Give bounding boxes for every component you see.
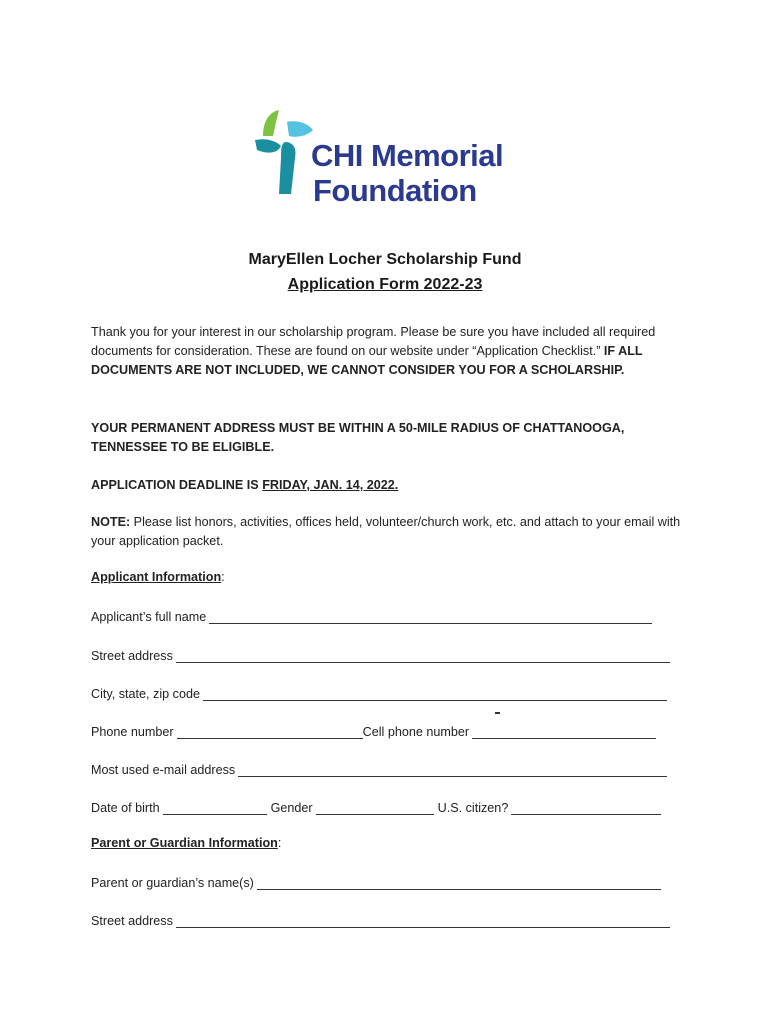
deadline-date: FRIDAY, JAN. 14, 2022. [262, 478, 399, 492]
dob-label: Date of birth [91, 801, 160, 815]
cell-label: Cell phone number [362, 725, 470, 739]
intro-paragraph [91, 323, 691, 380]
phone-label: Phone number [91, 725, 174, 739]
deadline-prefix: APPLICATION DEADLINE IS [91, 478, 263, 492]
dob-field[interactable] [163, 798, 267, 815]
intro-warning: IF ALL DOCUMENTS ARE NOT INCLUDED, WE CANNOT CONSIDER YOU FOR A SCHOLARSHIP. [91, 344, 643, 377]
guardian-section-heading [91, 836, 281, 850]
guardian-street-label: Street address [91, 914, 173, 928]
note-label: NOTE: [91, 515, 131, 529]
form-subtitle: Application Form 2022-23 [287, 276, 483, 293]
cross-logo-icon [255, 108, 315, 198]
applicant-heading: Applicant Information [91, 570, 222, 584]
email-field[interactable] [238, 760, 667, 777]
email-row [91, 759, 667, 777]
phone-field[interactable] [177, 722, 363, 739]
guardian-names-field[interactable] [257, 873, 661, 890]
street-field[interactable] [176, 646, 670, 663]
address-rule: YOUR PERMANENT ADDRESS MUST BE WITHIN A 50-MILE RADIUS OF CHATTANOOGA, TENNESSEE TO BE ELIGIBLE. [91, 421, 625, 454]
logo-text-line1: CHI Memorial [311, 138, 504, 173]
dob-row [91, 797, 661, 815]
full-name-label: Applicant’s full name [91, 610, 207, 624]
form-title: MaryEllen Locher Scholarship Fund [248, 251, 522, 268]
city-row [91, 683, 667, 701]
guardian-names-label: Parent or guardian’s name(s) [91, 876, 254, 890]
applicant-heading-colon: : [221, 570, 225, 584]
cell-field[interactable] [472, 722, 656, 739]
street-row [91, 645, 670, 663]
email-label: Most used e-mail address [91, 763, 236, 777]
citizen-label: U.S. citizen? [437, 801, 509, 815]
phone-row [91, 721, 656, 739]
note-paragraph [91, 513, 691, 551]
guardian-street-row [91, 910, 670, 928]
note-text: Please list honors, activities, offices held, volunteer/church work, etc. and attach to your email with your application packet. [91, 515, 681, 548]
logo-text-line2: Foundation [313, 173, 477, 208]
intro-text: Thank you for your interest in our scholarship program. Please be sure you have included all required documents for consideration. These are found on our website under “Application Checklist.” [91, 325, 656, 358]
deadline-paragraph [91, 476, 691, 495]
street-label: Street address [91, 649, 173, 663]
guardian-heading-colon: : [277, 836, 282, 850]
guardian-heading: Parent or Guardian Information [91, 836, 278, 850]
applicant-section-heading [91, 570, 225, 584]
full-name-row [91, 606, 652, 624]
guardian-names-row [91, 872, 661, 890]
chi-memorial-logo [255, 108, 525, 208]
guardian-street-field[interactable] [176, 911, 670, 928]
full-name-field[interactable] [209, 607, 652, 624]
gender-field[interactable] [316, 798, 434, 815]
gender-label: Gender [270, 801, 313, 815]
city-label: City, state, zip code [91, 687, 200, 701]
stray-dash-mark [495, 712, 500, 714]
citizen-field[interactable] [511, 798, 661, 815]
city-field[interactable] [203, 684, 667, 701]
